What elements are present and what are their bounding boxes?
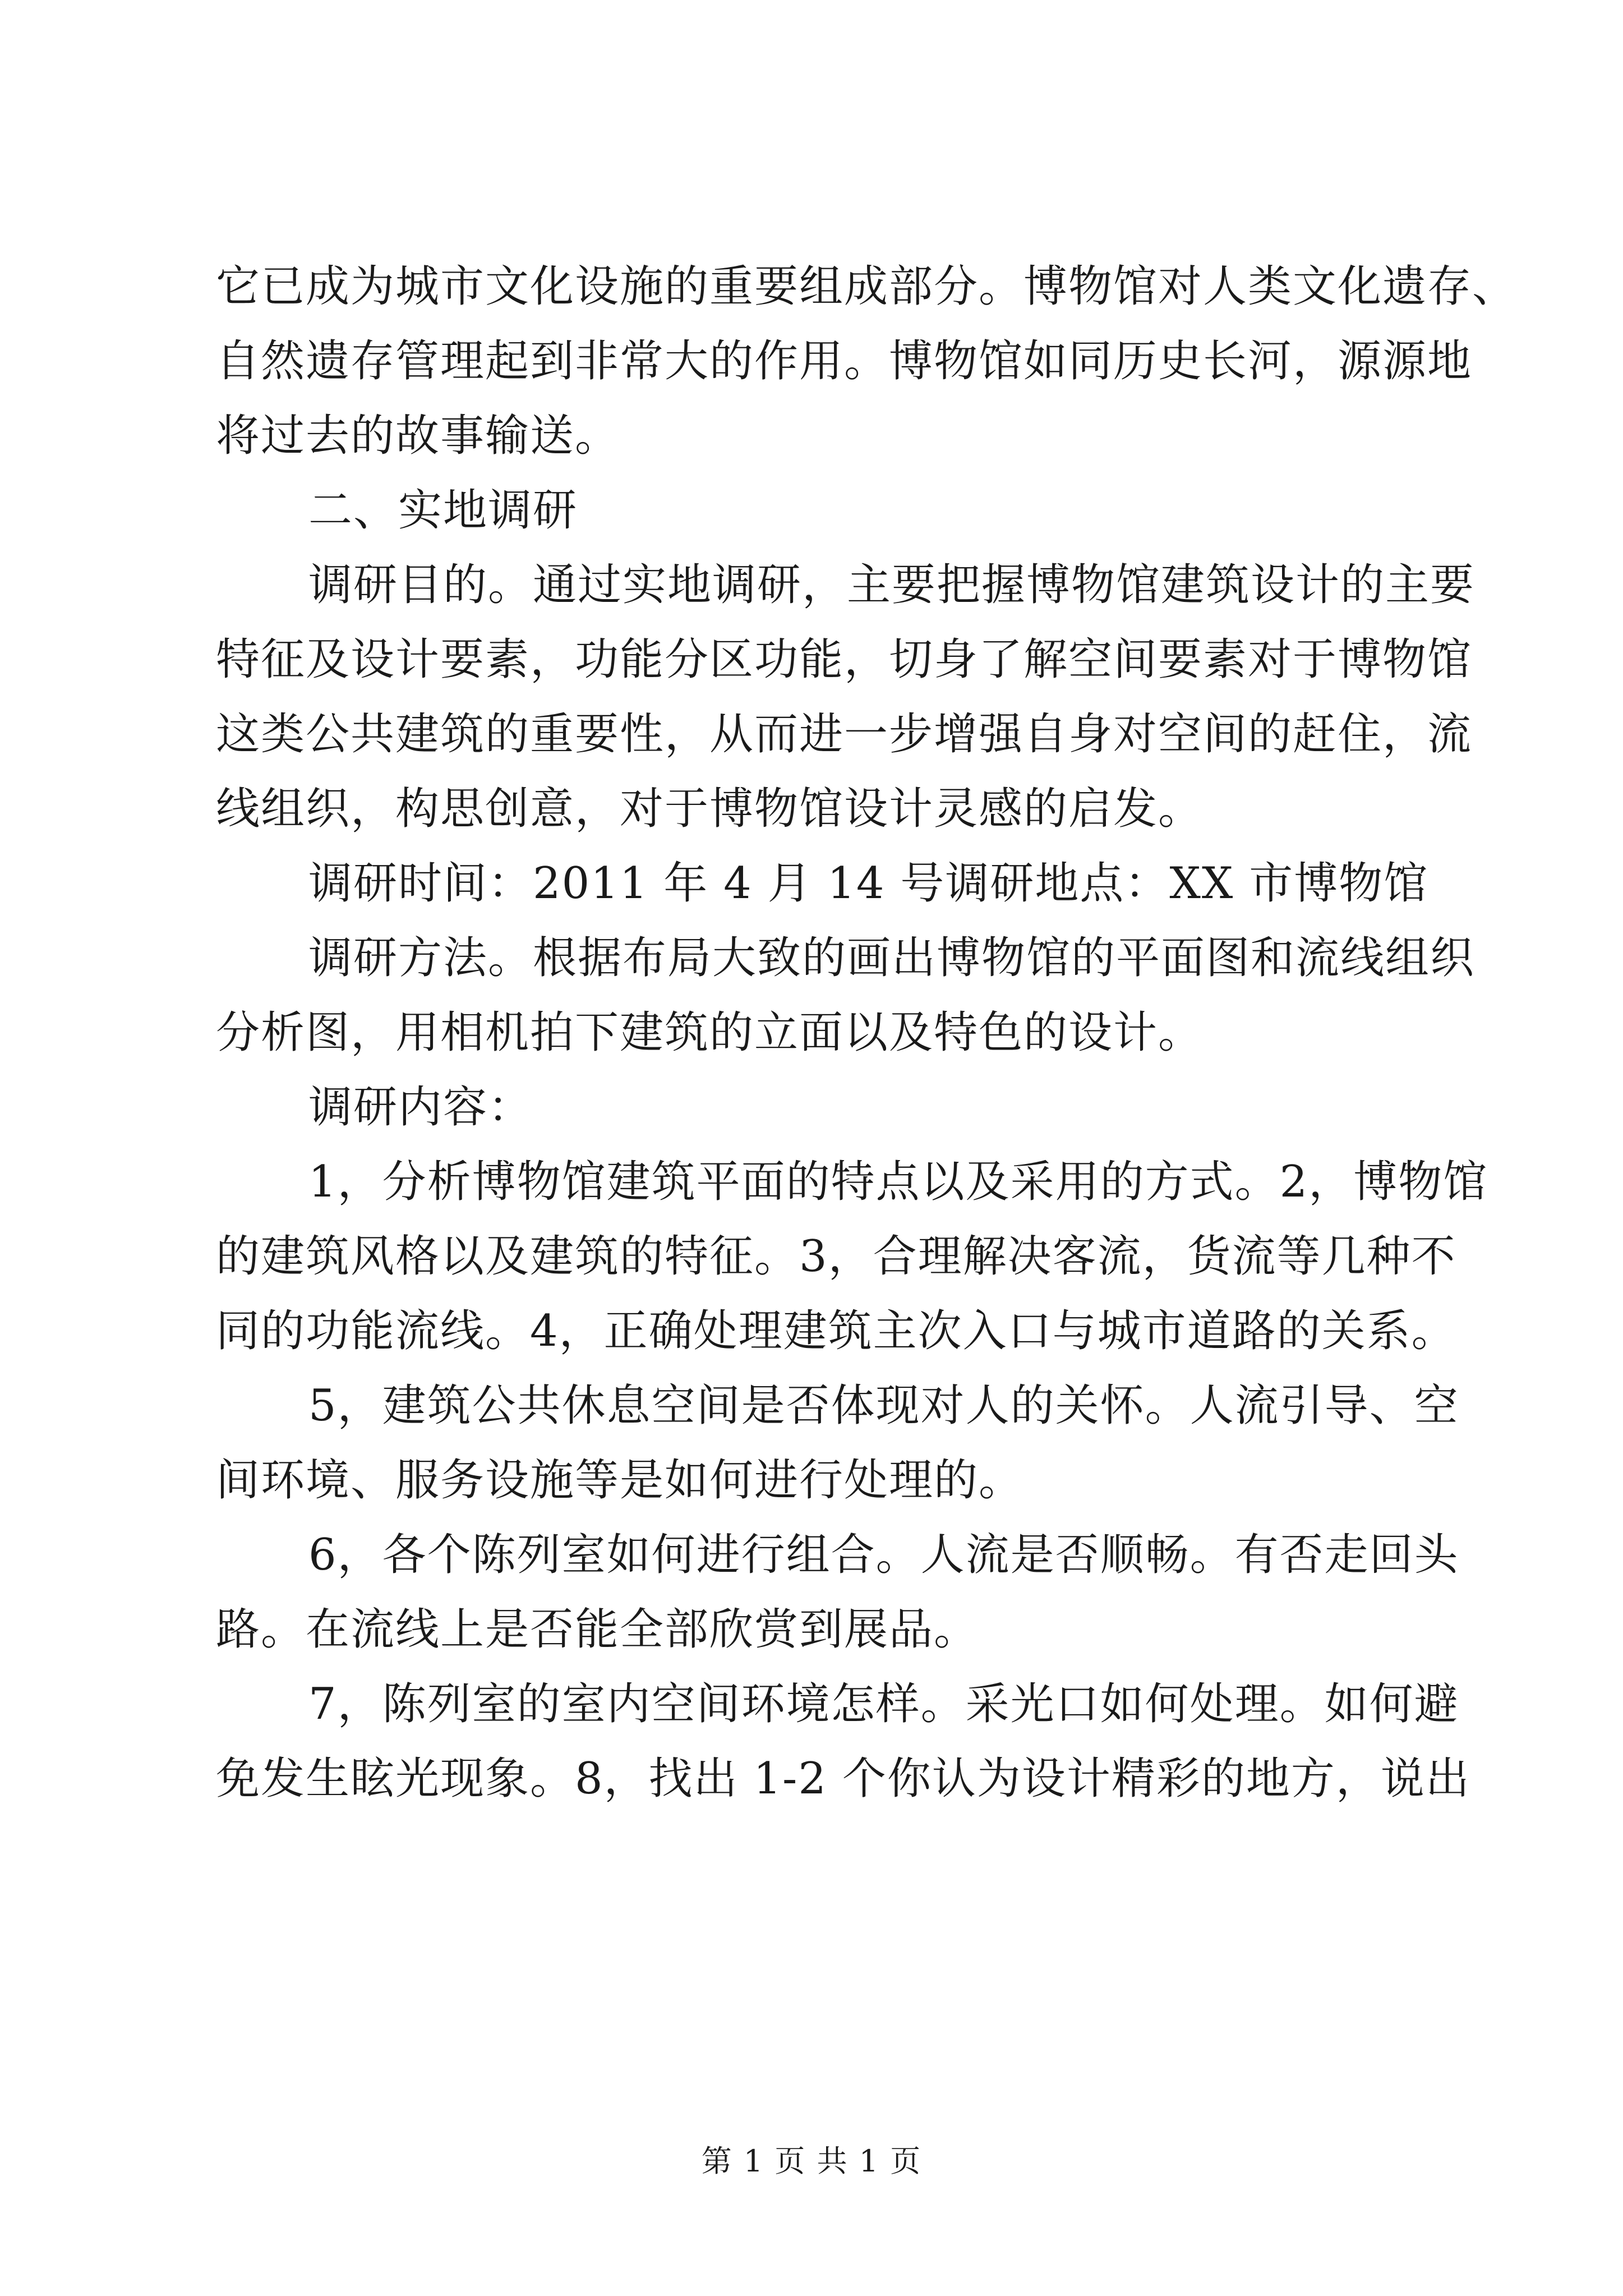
paragraph-line: 1，分析博物馆建筑平面的特点以及采用的方式。2，博物馆 [308, 1157, 1488, 1207]
paragraph-line: 同的功能流线。4，正确处理建筑主次入口与城市道路的关系。 [216, 1306, 1456, 1356]
paragraph [216, 250, 1518, 473]
paragraph [216, 1369, 1459, 1518]
paragraph [216, 921, 1476, 1070]
paragraph-line: 线组织，构思创意，对于博物馆设计灵感的启发。 [216, 784, 1204, 834]
document-body [216, 250, 1518, 1816]
paragraph [216, 1145, 1488, 1369]
paragraph-line: 调研方法。根据布局大致的画出博物馆的平面图和流线组织 [308, 933, 1476, 983]
paragraph-line: 调研时间：2011 年 4 月 14 号调研地点：XX 市博物馆 [308, 858, 1429, 909]
paragraph-line: 将过去的故事输送。 [216, 411, 620, 461]
paragraph-line: 这类公共建筑的重要性，从而进一步增强自身对空间的赶住，流 [216, 709, 1473, 760]
page-footer: 第 1 页 共 1 页 [701, 2143, 922, 2179]
paragraph-line: 的建筑风格以及建筑的特征。3，合理解决客流，货流等几种不 [216, 1231, 1456, 1282]
paragraph-line: 5，建筑公共休息空间是否体现对人的关怀。人流引导、空 [308, 1381, 1459, 1431]
paragraph-line: 调研目的。通过实地调研，主要把握博物馆建筑设计的主要 [308, 560, 1476, 610]
paragraph-line: 路。在流线上是否能全部欣赏到展品。 [216, 1604, 979, 1655]
paragraph [216, 473, 1436, 548]
paragraph-line: 分析图，用相机拍下建筑的立面以及特色的设计。 [216, 1007, 1204, 1058]
paragraph [216, 1667, 1470, 1816]
paragraph [216, 846, 1436, 921]
paragraph-line: 特征及设计要素，功能分区功能，切身了解空间要素对于博物馆 [216, 634, 1473, 685]
paragraph-line: 免发生眩光现象。8，找出 1-2 个你认为设计精彩的地方，说出 [216, 1754, 1470, 1804]
paragraph-line: 调研内容： [308, 1082, 533, 1133]
paragraph-line: 6，各个陈列室如何进行组合。人流是否顺畅。有否走回头 [308, 1530, 1459, 1580]
paragraph-line: 7，陈列室的室内空间环境怎样。采光口如何处理。如何避 [308, 1679, 1459, 1729]
paragraph [216, 1070, 1436, 1145]
paragraph [216, 548, 1476, 846]
paragraph-line: 二、实地调研 [308, 485, 578, 536]
paragraph-line: 间环境、服务设施等是如何进行处理的。 [216, 1455, 1024, 1506]
paragraph [216, 1518, 1459, 1667]
paragraph-line: 它已成为城市文化设施的重要组成部分。博物馆对人类文化遗存、 [216, 261, 1518, 312]
paragraph-line: 自然遗存管理起到非常大的作用。博物馆如同历史长河，源源地 [216, 336, 1473, 386]
